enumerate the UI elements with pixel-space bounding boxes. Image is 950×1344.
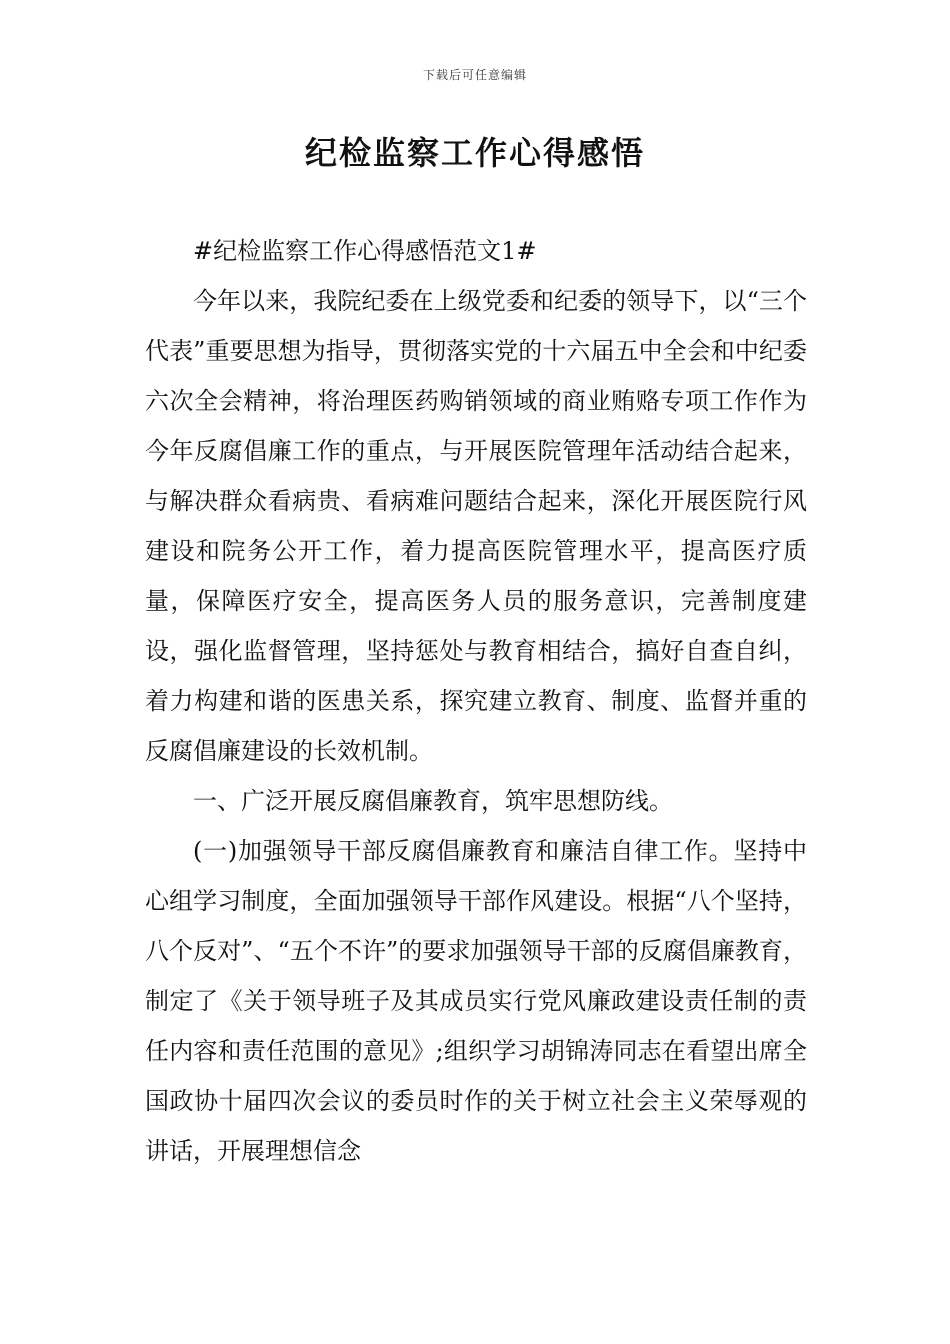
document-body	[145, 226, 807, 1176]
paragraph-section-one: 一、广泛开展反腐倡廉教育，筑牢思想防线。	[193, 787, 673, 815]
document-title: 纪检监察工作心得感悟	[304, 134, 645, 172]
paragraph-intro: 今年以来，我院纪委在上级党委和纪委的领导下，以“三个代表”重要思想为指导，贯彻落实党的十六届五中全会和中纪委六次全会精神，将治理医药购销领域的商业贿赂专项工作作为今年反腐倡廉工作的重点，与开展医院管理年活动结合起来，与解决群众看病贵、看病难问题结合起来，深化开展医院行风建设和院务公开工作，着力提高医院管理水平，提高医疗质量，保障医疗安全，提高医务人员的服务意识，完善制度建设，强化监督管理，坚持惩处与教育相结合，搞好自查自纠，着力构建和谐的医患关系，探究建立教育、制度、监督并重的反腐倡廉建设的长效机制。	[145, 287, 807, 765]
page-header-note: 下载后可任意编辑	[422, 68, 527, 82]
paragraph-subsection-one: (一)加强领导干部反腐倡廉教育和廉洁自律工作。坚持中心组学习制度，全面加强领导干部作风建设。根据“八个坚持，八个反对”、“五个不许”的要求加强领导干部的反腐倡廉教育，制定了《关于领导班子及其成员实行党风廉政建设责任制的责任内容和责任范围的意见》;组织学习胡锦涛同志在看望出席全国政协十届四次会议的委员时作的关于树立社会主义荣辱观的讲话，开展理想信念	[145, 837, 807, 1165]
paragraph-heading-sample: #纪检监察工作心得感悟范文1#	[193, 237, 537, 265]
